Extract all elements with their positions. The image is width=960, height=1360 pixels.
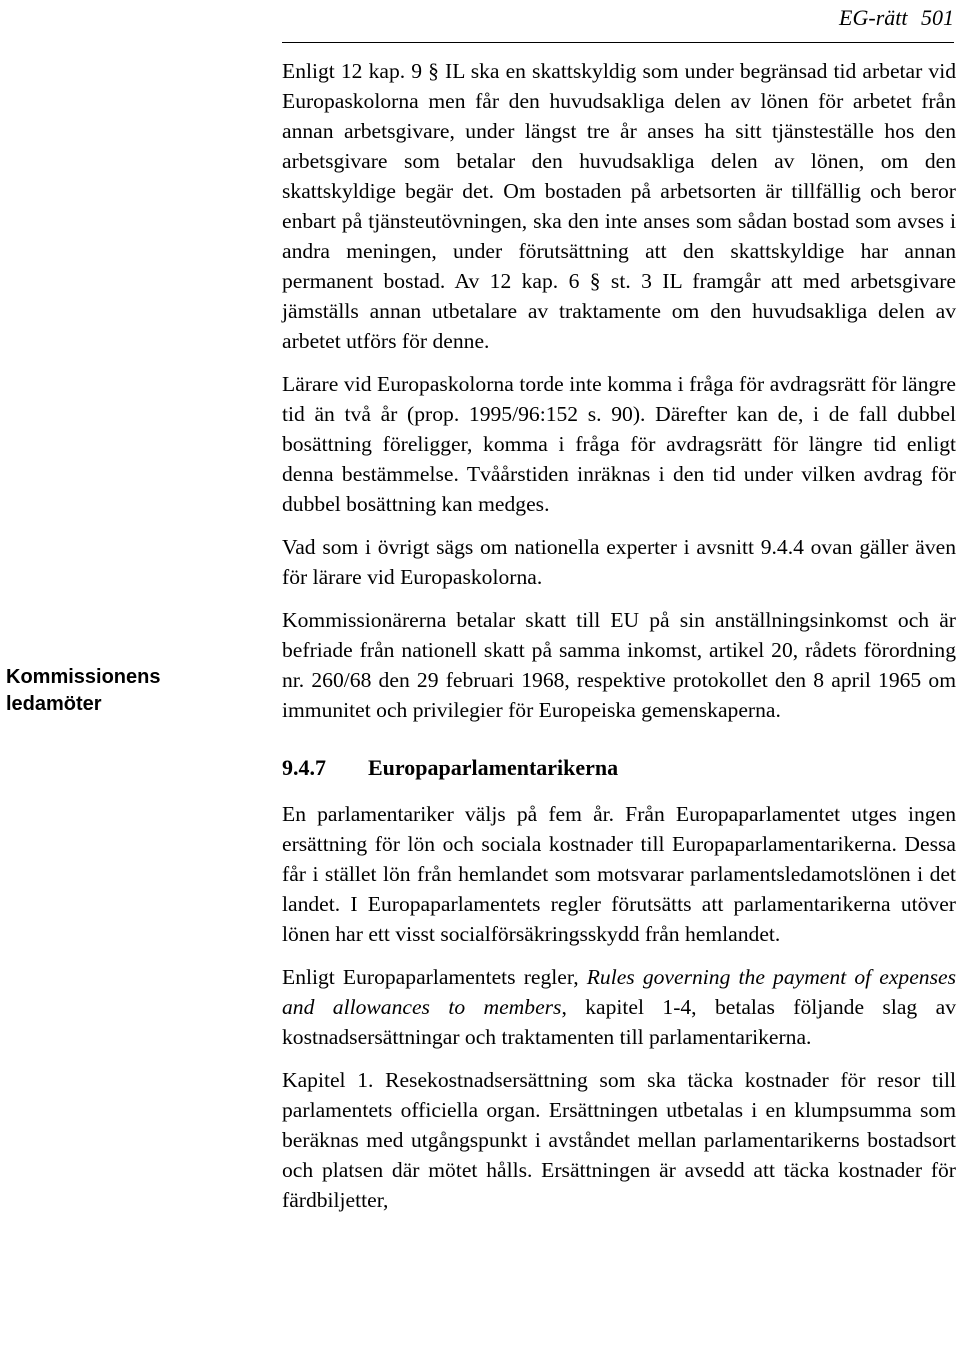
section-heading	[282, 753, 956, 783]
paragraph-text: Enligt Europaparlamentets regler,	[282, 965, 587, 989]
section-number: 9.4.7	[282, 755, 326, 780]
paragraph: Vad som i övrigt sägs om nationella experter i avsnitt 9.4.4 ovan gäller även för lärare vid Europaskolorna.	[282, 535, 956, 589]
paragraph	[282, 962, 956, 1052]
section-title: Europaparlamentarikerna	[368, 755, 619, 780]
paragraph: En parlamentariker väljs på fem år. Från Europaparlamentet utges ingen ersättning för lön och sociala kostnader till Europaparlamentarikerna. Dessa får i stället lön från hemlandet som motsvarar parlamentsledamotslönen i det landet. I Europaparlamentets regler förutsätts att parlamentarikerna utöver lönen har ett visst socialförsäkringsskydd från hemlandet.	[282, 802, 956, 946]
paragraph: Lärare vid Europaskolorna torde inte komma i fråga för avdragsrätt för längre tid än två år (prop. 1995/96:152 s. 90). Därefter kan de, i de fall dubbel bosättning föreligger, komma i fråga för avdragsrätt för längre tid enligt denna bestämmelse. Tvåårstiden inräknas i den tid under vilken avdrag för dubbel bosättning kan medges.	[282, 372, 956, 516]
paragraph-text: , kapitel 1-4, betalas följande slag av kostnadsersättningar och traktamenten till parlamentarikerna.	[282, 995, 956, 1049]
paragraph: Kapitel 1. Resekostnadsersättning som ska täcka kostnader för resor till parlamentets officiella organ. Ersättningen utbetalas i en klumpsumma som beräknas med utgångspunkt i avståndet mellan parlamentarikerns bostadsort och platsen där mötet hålls. Ersättningen är avsedd att täcka kostnader för färdbiljetter,	[282, 1068, 956, 1212]
page-number: 501	[921, 5, 954, 30]
body-text	[282, 56, 956, 1228]
running-header	[282, 0, 954, 43]
paragraph: Enligt 12 kap. 9 § IL ska en skattskyldig som under begränsad tid arbetar vid Europaskolorna men får den huvudsakliga delen av lönen för arbetet från annan arbetsgivare, under längst tre år anses ha sitt tjänsteställe hos den arbetsgivare som betalar den huvudsakliga delen av lönen, om den skattskyldige begär det. Om bostaden på arbetsorten är tillfällig och beror enbart på tjänsteutövningen, ska den inte anses som sådan bostad som avses i andra meningen, under förutsättning att den skattskyldige har annan permanent bostad. Av 12 kap. 6 § st. 3 IL framgår att med arbetsgivare jämställs annan utbetalare av traktamente om den huvudsakliga delen av arbetet utförs för denne.	[282, 59, 956, 353]
running-title: EG-rätt	[839, 5, 908, 30]
rules-title: Rules governing the payment of expenses and allowances to members	[282, 965, 956, 1019]
margin-note: Kommissionens ledamöter	[6, 666, 161, 715]
paragraph: Kommissionärerna betalar skatt till EU på sin anställningsinkomst och är befriade från nationell skatt på samma inkomst, artikel 20, rådets förordning nr. 260/68 den 29 februari 1968, respektive protokollet den 8 april 1965 om immunitet och privilegier för Europeiska gemenskaperna.	[282, 608, 956, 722]
